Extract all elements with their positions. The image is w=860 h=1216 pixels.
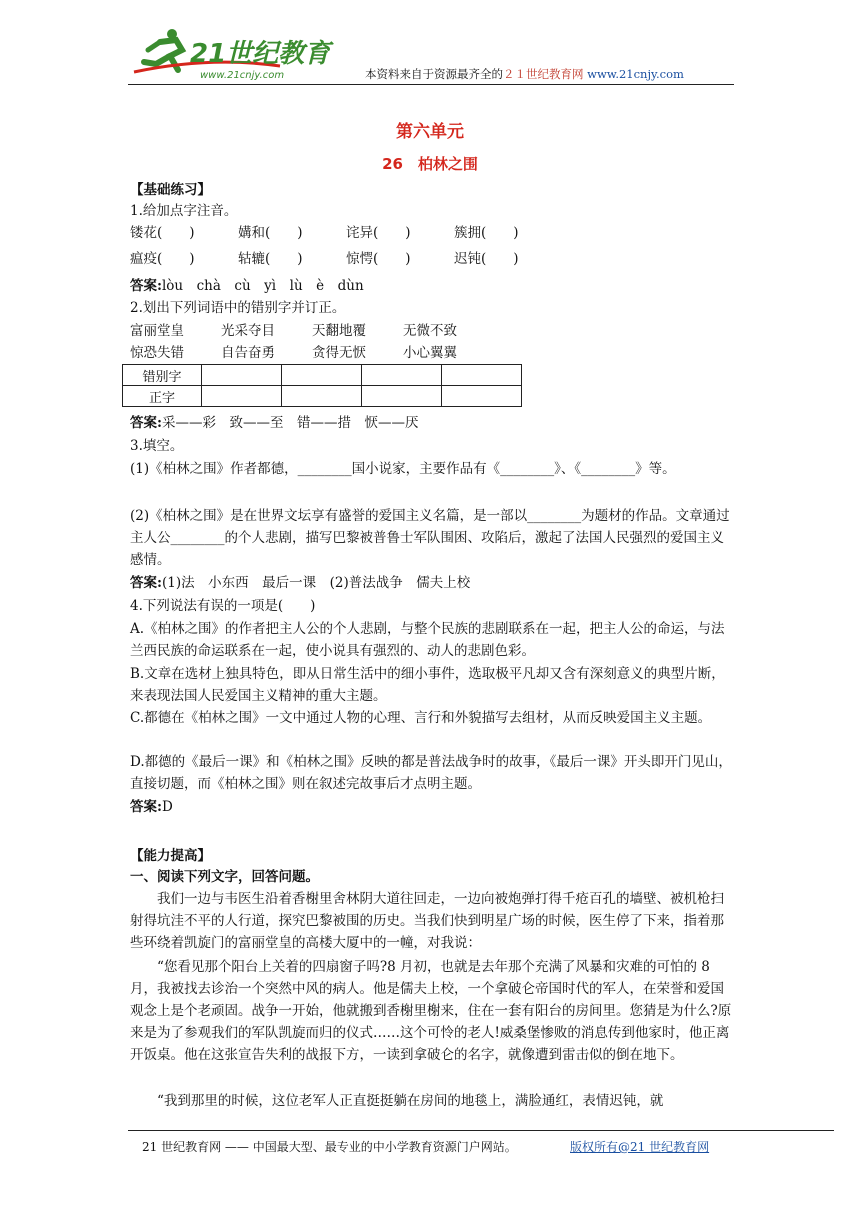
word-item: 光采夺目 — [221, 323, 275, 339]
reading-paragraph: “我到那里的时候，这位老军人正直挺挺躺在房间的地毯上，满脸通红，表情迟钝，就 — [157, 1093, 664, 1109]
header-note — [365, 66, 684, 82]
q3-part2: (2)《柏林之围》是在世界文坛享有盛誉的爱国主义名篇，是一部以________为题材的作品。文章通过主人公________的个人悲剧，描写巴黎被普鲁士军队围困、攻陷后，激起了法国人民强烈的爱国主义感情。 — [130, 508, 730, 568]
q4-option-d: D.都德的《最后一课》和《柏林之围》反映的都是普法战争时的故事，《最后一课》开头即开门见山，直接切题，而《柏林之围》则在叙述完故事后才点明主题。 — [130, 754, 732, 792]
q4-answer — [130, 797, 173, 817]
q2-row1 — [130, 321, 494, 341]
unit-title: 第六单元 — [396, 122, 464, 142]
reading-paragraph: 我们一边与韦医生沿着香榭里舍林阴大道往回走，一边向被炮弹打得千疮百孔的墙壁、被机枪扫射得坑洼不平的人行道，探究巴黎被围的历史。当我们快到明星广场的时候，医生停了下来，指着那些环绕着凯旋门的富丽堂皇的高楼大厦中的一幢，对我说： — [130, 891, 724, 951]
q1-row1 — [130, 223, 562, 243]
answer-cell[interactable] — [202, 365, 282, 386]
pinyin-item: 瘟疫( ) — [130, 251, 195, 267]
header-note-site[interactable]: ２１世纪教育网 — [503, 67, 584, 81]
q1-row2 — [130, 249, 562, 269]
pinyin-item: 惊愕( ) — [346, 251, 411, 267]
header-note-prefix: 本资料来自于资源最齐全的 — [365, 67, 503, 81]
q3-prompt: 3.填空。 — [130, 438, 184, 454]
word-item: 天翻地覆 — [312, 323, 366, 339]
word-item: 富丽堂皇 — [130, 323, 184, 339]
answer-cell[interactable] — [442, 365, 522, 386]
q2-answer — [130, 413, 418, 433]
pinyin-item: 轱辘( ) — [238, 251, 303, 267]
q4-option-b: B.文章在选材上独具特色，即从日常生活中的细小事件，选取极平凡却又含有深刻意义的典型片断，来表现法国人民爱国主义精神的重大主题。 — [130, 666, 725, 704]
reading-paragraph: “您看见那个阳台上关着的四扇窗子吗?8 月初，也就是去年那个充满了风暴和灾难的可怕的 8 月，我被找去诊治一个突然中风的病人。他是儒夫上校，一个拿破仑帝国时代的军人，在荣誉和爱国观念上是个老顽固。战争一开始，他就搬到香榭里榭来，住在一套有阳台的房间里。您猜是为什么?原来是为了参观我们的军队凯旋而归的仪式……这个可怜的老人!威桑堡惨败的消息传到他家时，他正离开饭桌。他在这张宣告失利的战报下方，一读到拿破仑的名字，就像遭到雷击似的倒在地下。 — [130, 959, 732, 1063]
table-row — [123, 365, 522, 386]
answer-text: 采——彩 致——至 错——措 恹——厌 — [161, 415, 419, 431]
answer-label: 答案: — [130, 278, 162, 294]
logo-wordmark: 21世纪教育 — [190, 39, 331, 69]
footer-note: 21 世纪教育网 —— 中国最大型、最专业的中小学教育资源门户网站。 — [142, 1140, 517, 1154]
footer-divider — [128, 1130, 834, 1131]
q1-answer — [130, 276, 364, 296]
q2-prompt: 2.划出下列词语中的错别字并订正。 — [130, 300, 346, 316]
word-item: 惊恐失错 — [130, 345, 184, 361]
site-logo — [130, 26, 335, 84]
answer-text: lòu chà cù yì lù è dùn — [161, 278, 364, 294]
answer-cell[interactable] — [282, 365, 362, 386]
header-divider — [128, 84, 734, 85]
answer-cell[interactable] — [442, 386, 522, 407]
basic-heading: 【基础练习】 — [130, 182, 211, 198]
answer-cell[interactable] — [282, 386, 362, 407]
q4-option-c: C.都德在《柏林之围》一文中通过人物的心理、言行和外貌描写去组材，从而反映爱国主义主题。 — [130, 710, 712, 726]
lesson-title: 26 柏林之围 — [382, 155, 478, 173]
pinyin-item: 诧异( ) — [346, 225, 411, 241]
answer-label: 答案: — [130, 799, 162, 815]
q1-prompt: 1.给加点字注音。 — [130, 203, 238, 219]
footer-copyright-link[interactable]: 版权所有@21 世纪教育网 — [570, 1140, 710, 1154]
answer-text: (1)法 小东西 最后一课 (2)普法战争 儒夫上校 — [161, 575, 471, 591]
pinyin-item: 迟钝( ) — [454, 251, 519, 267]
table-header: 正字 — [123, 386, 202, 407]
answer-label: 答案: — [130, 415, 162, 431]
answer-cell[interactable] — [202, 386, 282, 407]
answer-text: D — [161, 799, 173, 815]
header-note-url[interactable]: www.21cnjy.com — [587, 67, 684, 81]
q2-row2 — [130, 343, 494, 363]
table-header: 错别字 — [123, 365, 202, 386]
correction-table — [122, 364, 522, 407]
advanced-heading: 【能力提高】 — [130, 848, 211, 864]
pinyin-item: 镂花( ) — [130, 225, 195, 241]
q4-prompt: 4.下列说法有误的一项是( ) — [130, 598, 316, 614]
q3-part1: (1)《柏林之围》作者都德，________国小说家，主要作品有《________》、《________》等。 — [130, 461, 676, 477]
q4-option-a: A.《柏林之围》的作者把主人公的个人悲剧，与整个民族的悲剧联系在一起，把主人公的命运，与法兰西民族的命运联系在一起，使小说具有强烈的、动人的悲剧色彩。 — [130, 621, 725, 659]
word-item: 无微不致 — [403, 323, 457, 339]
pinyin-item: 媾和( ) — [238, 225, 303, 241]
word-item: 小心翼翼 — [403, 345, 457, 361]
reading-section-title: 一、阅读下列文字，回答问题。 — [130, 869, 319, 885]
answer-cell[interactable] — [362, 365, 442, 386]
table-row — [123, 386, 522, 407]
word-item: 自告奋勇 — [221, 345, 275, 361]
logo-url: www.21cnjy.com — [200, 70, 285, 81]
answer-label: 答案: — [130, 575, 162, 591]
pinyin-item: 簇拥( ) — [454, 225, 519, 241]
answer-cell[interactable] — [362, 386, 442, 407]
q3-answer — [130, 573, 470, 593]
word-item: 贪得无恹 — [312, 345, 366, 361]
